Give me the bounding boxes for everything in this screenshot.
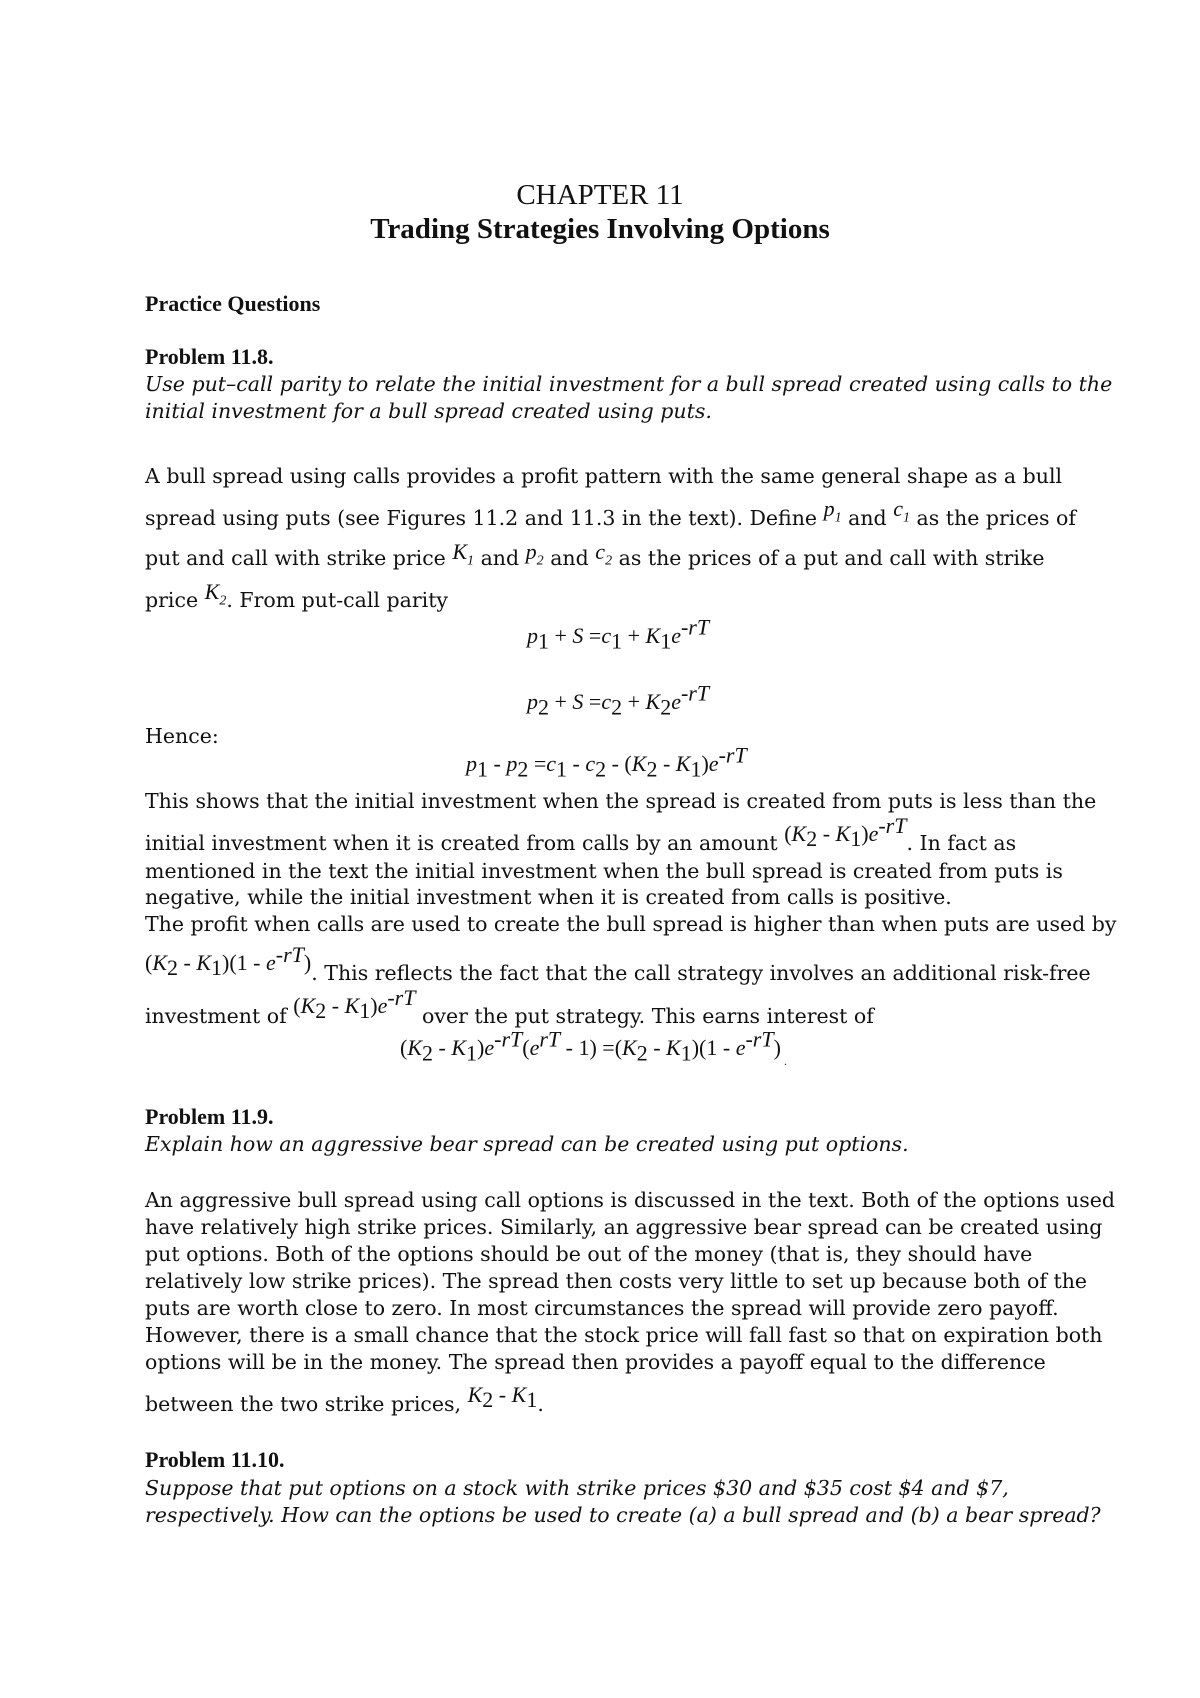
equation-difference: $p_1 - p_2 =c_1 - c_2 - (K_2 - K_1)e^{-rT}$ xyxy=(466,742,747,782)
section-heading: Practice Questions xyxy=(145,291,321,316)
answer-line: options will be in the money. The spread then provides a payoff equal to the difference xyxy=(145,1350,1046,1374)
answer-line: An aggressive bull spread using call options is discussed in the text. Both of the options used xyxy=(145,1188,1116,1212)
answer-line: between the two strike prices, $K_2 - K_1$. xyxy=(145,1382,544,1416)
hence-label: Hence: xyxy=(145,724,219,748)
problem-11-9-question: Explain how an aggressive bear spread can be created using put options. xyxy=(145,1132,909,1156)
answer-line: However, there is a small chance that the stock price will fall fast so that on expiration both xyxy=(145,1323,1103,1347)
math-k2: $K_2$ xyxy=(204,579,227,609)
answer-line: A bull spread using calls provides a profit pattern with the same general shape as a bull xyxy=(145,464,1063,488)
answer-line xyxy=(145,539,1045,571)
text-span: between the two strike prices, xyxy=(145,1392,462,1416)
text-span: . This reflects the fact that the call strategy involves an additional risk-free xyxy=(311,961,1091,985)
problem-11-10-question-line-2: respectively. How can the options be used to create (a) a bull spread and (b) a bear spread? xyxy=(145,1503,1101,1527)
math-profit-diff: $(K_2 - K_1)(1 - e^{-rT})$ xyxy=(145,942,312,981)
answer-line: have relatively high strike prices. Similarly, an aggressive bear spread can be created using xyxy=(145,1215,1103,1239)
text-span: put and call with strike price xyxy=(145,546,446,570)
text-span: investment of xyxy=(145,1004,287,1028)
math-k2-minus-k1: $K_2 - K_1$ xyxy=(467,1382,538,1413)
answer-line: mentioned in the text the initial investment when the bull spread is created from puts is xyxy=(145,859,1063,883)
problem-11-10-question-line-1: Suppose that put options on a stock with strike prices $30 and $35 cost $4 and $7, xyxy=(145,1476,1009,1500)
math-c2: $c_2$ xyxy=(595,539,613,569)
math-amount: $(K_2 - K_1)e^{-rT}$ xyxy=(784,813,907,852)
problem-11-8-question-line-1: Use put–call parity to relate the initial investment for a bull spread created using calls to the xyxy=(145,372,1113,396)
text-span: . In fact as xyxy=(906,831,1017,855)
answer-line xyxy=(145,813,1017,856)
chapter-number: CHAPTER 11 xyxy=(516,179,684,211)
text-span: as the prices of a put and call with strike xyxy=(618,546,1045,570)
answer-line: The profit when calls are used to create the bull spread is higher than when puts are used by xyxy=(145,912,1117,936)
math-k1: $K_1$ xyxy=(452,539,475,569)
text-span: . From put-call parity xyxy=(226,588,449,612)
math-p1: $p_1$ xyxy=(823,496,842,526)
equation-put-call-parity-2: $p_2 + S =c_2 + K_2e^{-rT}$ xyxy=(527,680,710,720)
chapter-title: Trading Strategies Involving Options xyxy=(370,213,830,245)
math-extra-investment: $(K_2 - K_1)e^{-rT}$ xyxy=(293,985,416,1024)
text-span: initial investment when it is created from calls by an amount xyxy=(145,831,778,855)
text-span: as the prices of xyxy=(916,506,1076,530)
math-p2: $p_2$ xyxy=(525,539,544,569)
answer-line: negative, while the initial investment when it is created from calls is positive. xyxy=(145,885,952,909)
text-span: and xyxy=(480,546,520,570)
text-span: over the put strategy. This earns interest of xyxy=(422,1004,874,1028)
equation-interest: $(K_2 - K_1)e^{-rT}(e^{rT} - 1) =(K_2 - K_1)(1 - e^{-rT})$ $_.$ xyxy=(400,1026,787,1068)
problem-11-9-label: Problem 11.9. xyxy=(145,1104,274,1129)
text-span: and xyxy=(848,506,887,530)
answer-line: relatively low strike prices). The spread then costs very little to set up because both of the xyxy=(145,1269,1088,1293)
answer-line: puts are worth close to zero. In most circumstances the spread will provide zero payoff. xyxy=(145,1296,1059,1320)
problem-11-8-question-line-2: initial investment for a bull spread created using puts. xyxy=(145,399,712,423)
math-c1: $c_1$ xyxy=(893,496,910,526)
text-span: spread using puts (see Figures 11.2 and 11.3 in the text). Define xyxy=(145,506,818,530)
answer-line: This shows that the initial investment when the spread is created from puts is less than the xyxy=(145,789,1097,813)
answer-line: put options. Both of the options should be out of the money (that is, they should have xyxy=(145,1242,1033,1266)
problem-11-8-label: Problem 11.8. xyxy=(145,344,274,369)
problem-11-10-label: Problem 11.10. xyxy=(145,1447,285,1472)
answer-line xyxy=(145,942,1091,986)
equation-put-call-parity-1: $p_1 + S =c_1 + K_1e^{-rT}$ xyxy=(527,614,710,654)
text-span: price xyxy=(145,588,199,612)
answer-line xyxy=(145,496,1076,531)
answer-line xyxy=(145,985,874,1029)
answer-line xyxy=(145,579,449,613)
text-span: and xyxy=(550,546,589,570)
